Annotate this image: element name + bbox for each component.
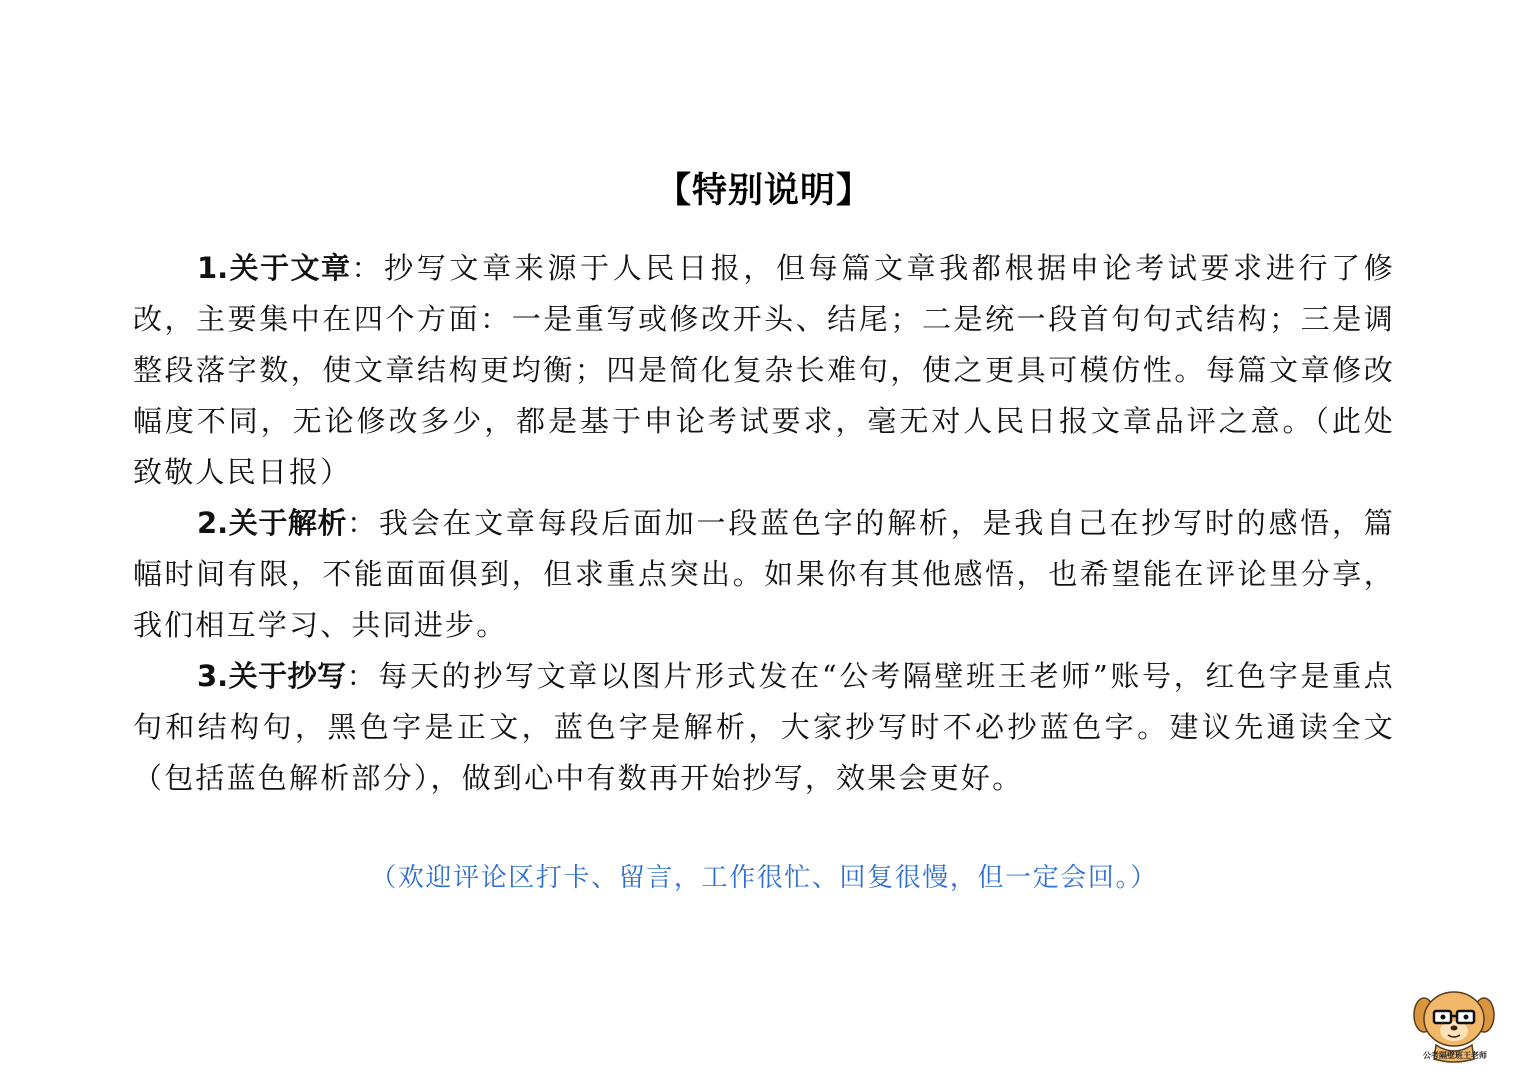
section-about-analysis (133, 498, 1395, 651)
notes-body (133, 243, 1395, 804)
section-text: ：每天的抄写文章以图片形式发在“公考隔壁班王老师”账号，红色字是重点句和结构句，黑色字是正文，蓝色字是解析，大家抄写时不必抄蓝色字。建议先通读全文（包括蓝色解析部分），做到心中有数再开始抄写，效果会更好。 (133, 659, 1395, 795)
mascot-caption: 公考隔壁班王老师 (1423, 1051, 1487, 1060)
section-about-article (133, 243, 1395, 498)
section-text: ：我会在文章每段后面加一段蓝色字的解析，是我自己在抄写时的感悟，篇幅时间有限，不能面面俱到，但求重点突出。如果你有其他感悟，也希望能在评论里分享，我们相互学习、共同进步。 (133, 506, 1395, 642)
footer-note: （欢迎评论区打卡、留言，工作很忙、回复很慢，但一定会回。） (370, 863, 1158, 893)
section-about-copying (133, 651, 1395, 804)
section-text: ：抄写文章来源于人民日报，但每篇文章我都根据申论考试要求进行了修改，主要集中在四个方面：一是重写或修改开头、结尾；二是统一段首句句式结构；三是调整段落字数，使文章结构更均衡；四是简化复杂长难句，使之更具可模仿性。每篇文章修改幅度不同，无论修改多少，都是基于申论考试要求，毫无对人民日报文章品评之意。（此处致敬人民日报） (133, 251, 1395, 489)
page-title: 【特别说明】 (655, 171, 872, 211)
section-heading: 3.关于抄写 (197, 659, 347, 693)
section-heading: 1.关于文章 (197, 251, 352, 285)
section-heading: 2.关于解析 (197, 506, 348, 540)
